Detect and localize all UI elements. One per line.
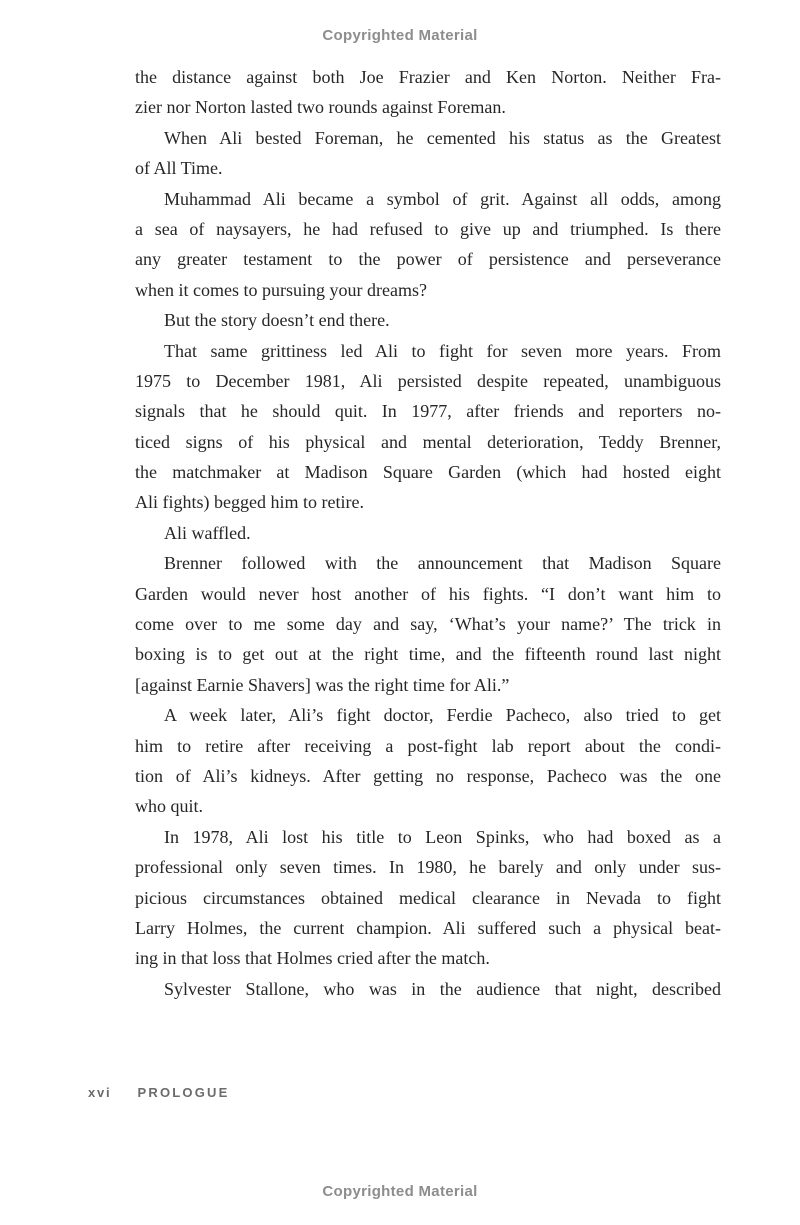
text-line: Muhammad Ali became a symbol of grit. Against all odds, among	[164, 188, 721, 209]
text-line: ing in that loss that Holmes cried after the match.	[135, 948, 490, 969]
text-line: signals that he should quit. In 1977, after friends and reporters no-	[135, 401, 721, 422]
copyright-notice-bottom: Copyrighted Material	[322, 1183, 478, 1200]
text-line: In 1978, Ali lost his title to Leon Spinks, who had boxed as a	[164, 826, 721, 847]
text-line: any greater testament to the power of persistence and perseverance	[135, 249, 721, 270]
text-line: come over to me some day and say, ‘What’s your name?’ The trick in	[135, 614, 721, 635]
chapter-label: PROLOGUE	[137, 1085, 230, 1100]
text-line: the distance against both Joe Frazier and Ken Norton. Neither Fra-	[135, 67, 721, 87]
text-line: when it comes to pursuing your dreams?	[135, 279, 427, 300]
body-text	[135, 62, 721, 1004]
text-line: Ali waffled.	[164, 522, 251, 543]
text-line: [against Earnie Shavers] was the right time for Ali.”	[135, 674, 510, 695]
text-line: Larry Holmes, the current champion. Ali suffered such a physical beat-	[135, 917, 721, 938]
text-line: Garden would never host another of his fights. “I don’t want him to	[135, 583, 721, 604]
text-line: When Ali bested Foreman, he cemented his status as the Greatest	[164, 127, 721, 148]
copyright-notice-top: Copyrighted Material	[322, 27, 478, 44]
text-line: the matchmaker at Madison Square Garden (which had hosted eight	[135, 462, 721, 483]
page-number: xvi	[88, 1085, 112, 1100]
text-line: who quit.	[135, 796, 204, 817]
text-line: A week later, Ali’s fight doctor, Ferdie Pacheco, also tried to get	[164, 705, 721, 726]
text-line: ticed signs of his physical and mental deterioration, Teddy Brenner,	[135, 431, 721, 452]
page-footer	[88, 1085, 229, 1100]
text-line: picious circumstances obtained medical clearance in Nevada to fight	[135, 887, 721, 908]
text-line: boxing is to get out at the right time, and the fifteenth round last night	[135, 644, 721, 665]
text-line: of All Time.	[135, 158, 223, 179]
text-line: zier nor Norton lasted two rounds against Foreman.	[135, 97, 506, 118]
text-line: a sea of naysayers, he had refused to give up and triumphed. Is there	[135, 218, 721, 239]
text-line: professional only seven times. In 1980, he barely and only under sus-	[135, 857, 721, 878]
text-line: Sylvester Stallone, who was in the audience that night, described	[164, 978, 721, 999]
text-line: But the story doesn’t end there.	[164, 310, 390, 331]
text-line: Brenner followed with the announcement that Madison Square	[164, 553, 721, 574]
text-line: That same grittiness led Ali to fight for seven more years. From	[164, 340, 721, 361]
text-line: tion of Ali’s kidneys. After getting no response, Pacheco was the one	[135, 765, 721, 786]
text-line: him to retire after receiving a post-fight lab report about the condi-	[135, 735, 721, 756]
text-line: 1975 to December 1981, Ali persisted despite repeated, unambiguous	[135, 370, 721, 391]
text-line: Ali fights) begged him to retire.	[135, 492, 364, 513]
